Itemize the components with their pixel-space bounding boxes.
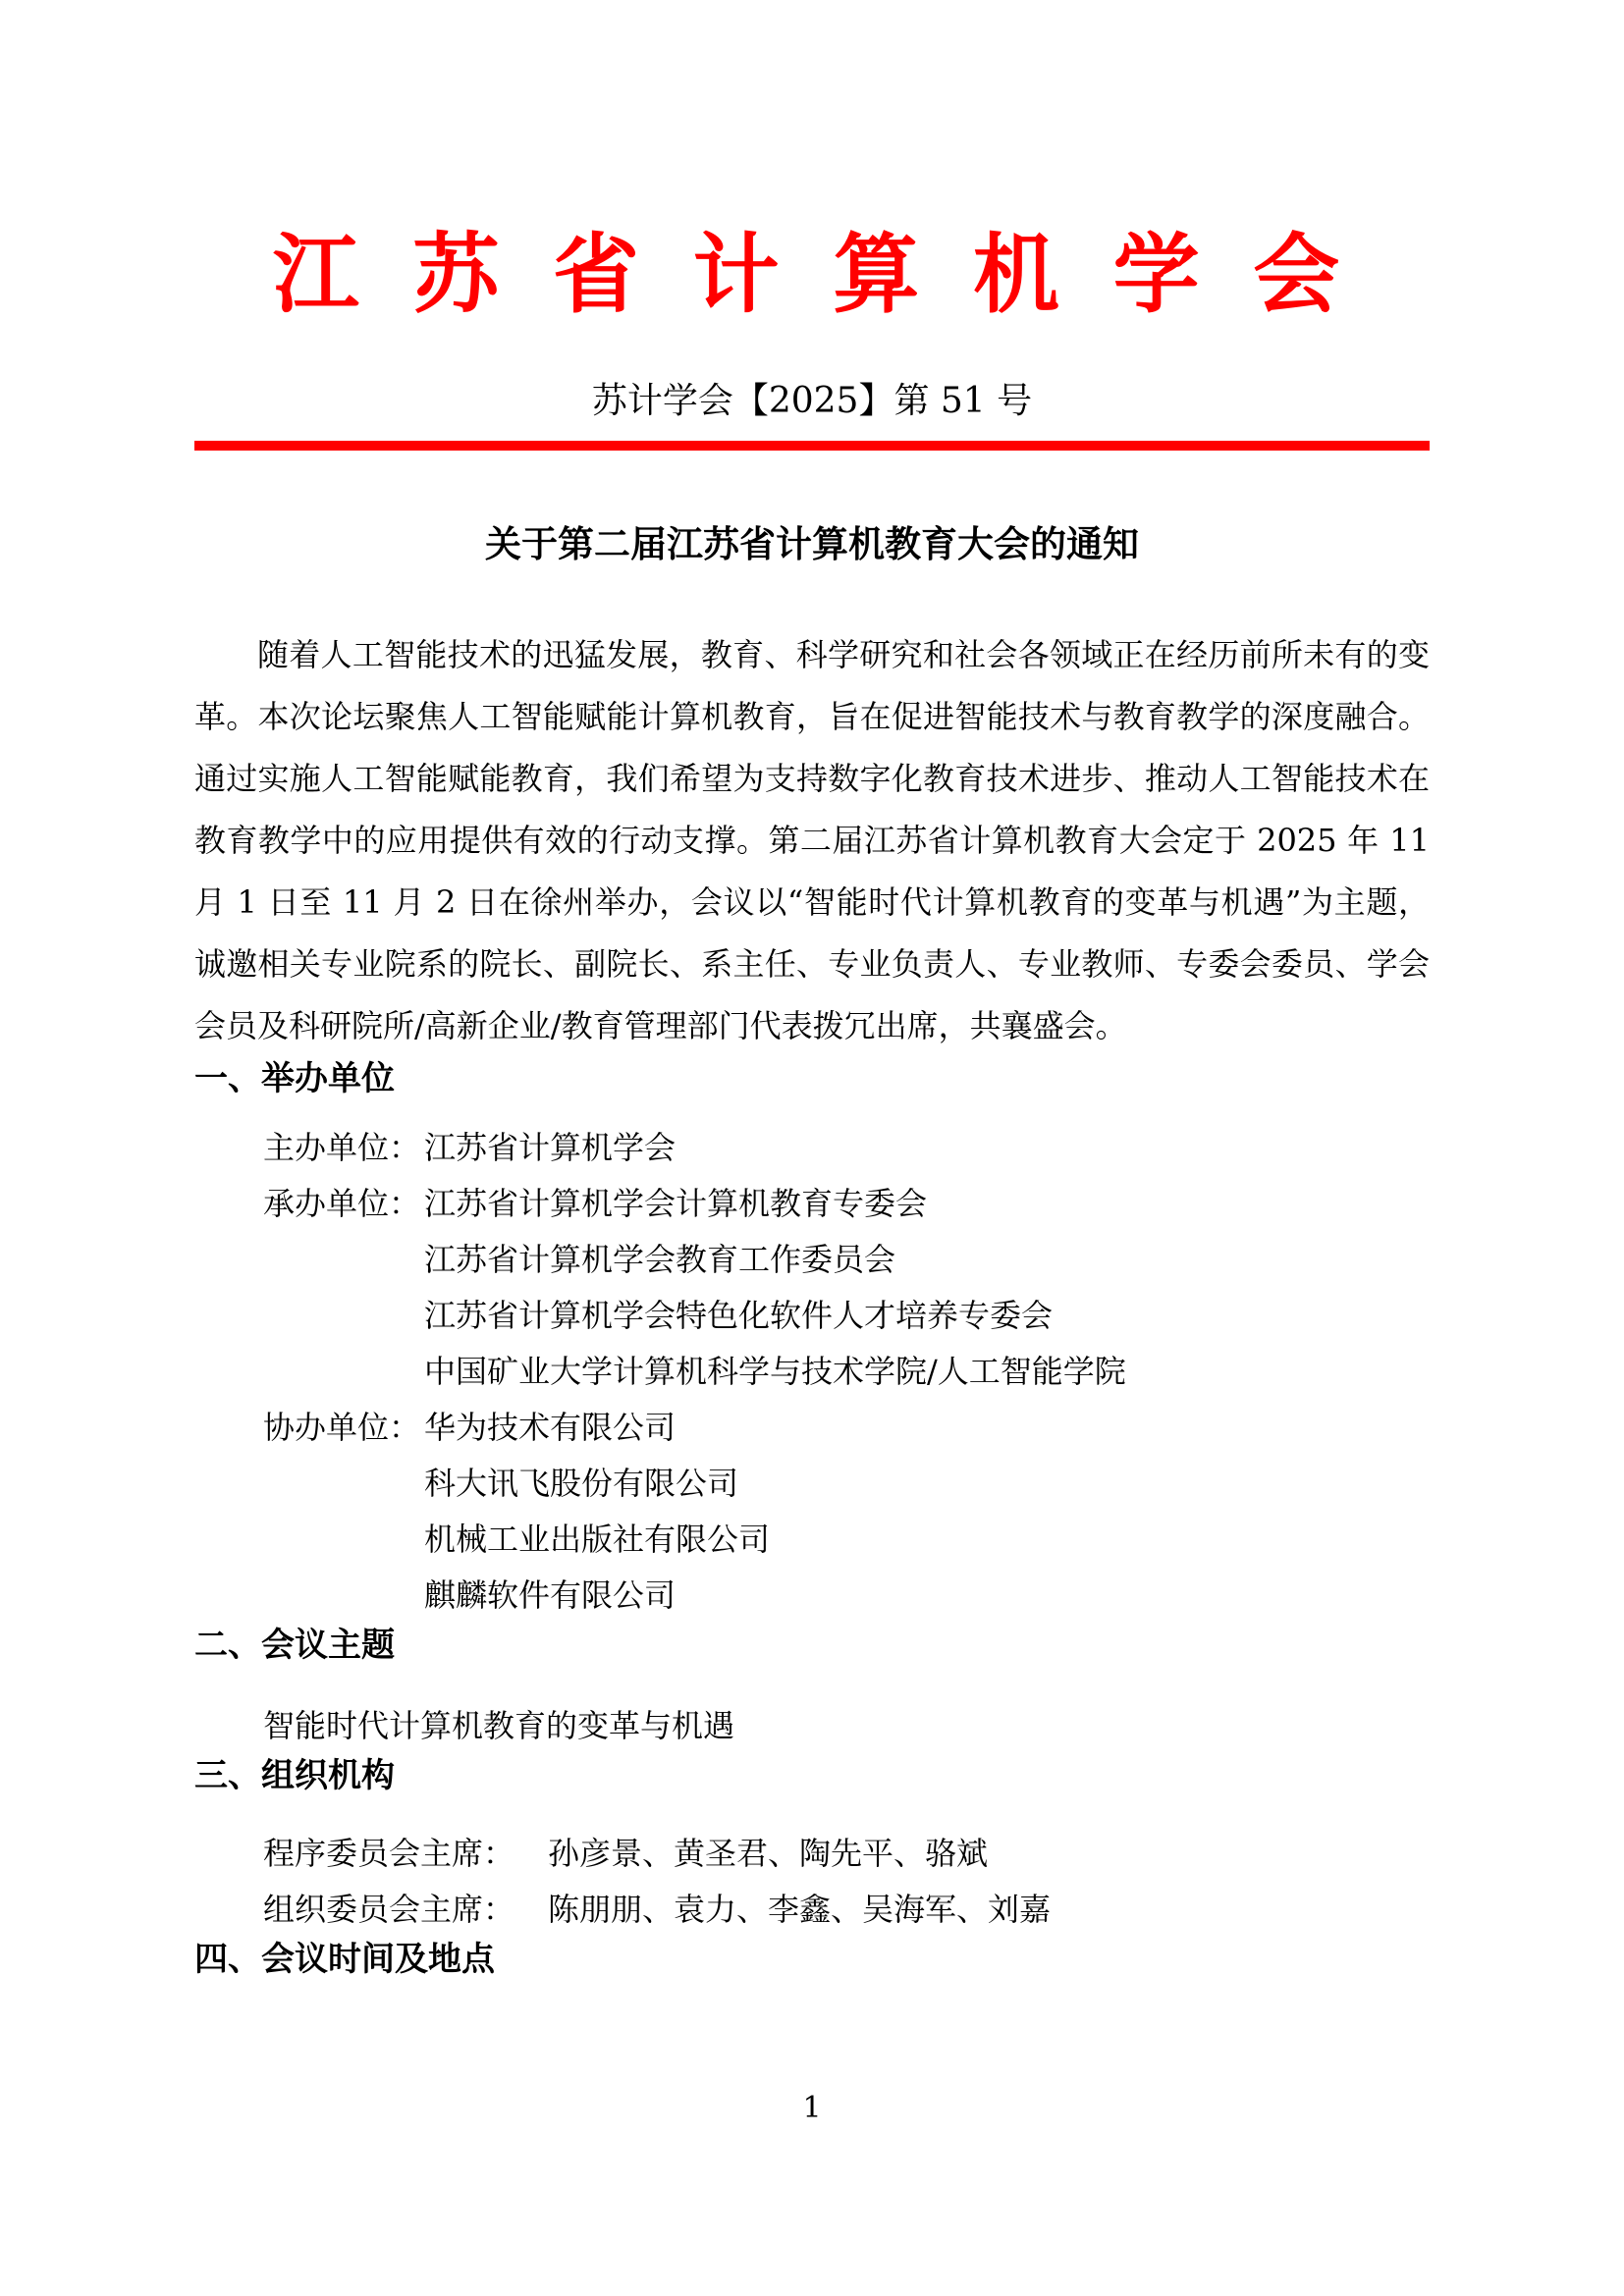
org-group-co-organizers bbox=[194, 1400, 1430, 1624]
document-header bbox=[194, 223, 1430, 451]
org-value-line: 江苏省计算机学会特色化软件人才培养专委会 bbox=[424, 1296, 1054, 1334]
committee-label: 程序委员会主席： bbox=[263, 1834, 515, 1872]
red-divider bbox=[194, 441, 1430, 451]
org-value-line: 麒麟软件有限公司 bbox=[424, 1575, 677, 1614]
org-value-line: 江苏省计算机学会 bbox=[424, 1128, 677, 1166]
org-values bbox=[424, 1400, 1430, 1624]
org-value-line: 江苏省计算机学会计算机教育专委会 bbox=[424, 1184, 928, 1222]
document-body bbox=[194, 522, 1430, 1981]
section-heading-host-units: 一、举办单位 bbox=[194, 1058, 395, 1098]
committee-members: 陈朋朋、袁力、李鑫、吴海军、刘嘉 bbox=[548, 1890, 1052, 1928]
org-values bbox=[424, 1176, 1430, 1400]
org-label: 承办单位： bbox=[263, 1184, 421, 1222]
org-value-line: 机械工业出版社有限公司 bbox=[424, 1520, 771, 1558]
committee-row-organizing bbox=[194, 1882, 1430, 1938]
host-units-list bbox=[194, 1120, 1430, 1624]
section-heading-time-location: 四、会议时间及地点 bbox=[194, 1939, 495, 1979]
org-value-line: 华为技术有限公司 bbox=[424, 1408, 677, 1446]
section-heading-organization: 三、组织机构 bbox=[194, 1755, 395, 1795]
org-label: 主办单位： bbox=[263, 1128, 421, 1166]
intro-paragraph: 随着人工智能技术的迅猛发展，教育、科学研究和社会各领域正在经历前所未有的变革。本次论坛聚焦人工智能赋能计算机教育，旨在促进智能技术与教育教学的深度融合。通过实施人工智能赋能教育，我们希望为支持数字化教育技术进步、推动人工智能技术在教育教学中的应用提供有效的行动支撑。第二届江苏省计算机教育大会定于 2025 年 11 月 1 日至 11 月 2 日在徐州举办，会议以“智能时代计算机教育的变革与机遇”为主题，诚邀相关专业院系的院长、副院长、系主任、专业负责人、专业教师、专委会委员、学会会员及科研院所/高新企业/教育管理部门代表拨冗出席，共襄盛会。 bbox=[194, 635, 1430, 1044]
section-heading-conference-theme: 二、会议主题 bbox=[194, 1625, 395, 1665]
doc-title: 关于第二届江苏省计算机教育大会的通知 bbox=[485, 521, 1139, 565]
org-value-line: 科大讯飞股份有限公司 bbox=[424, 1464, 739, 1502]
org-group-main-host bbox=[194, 1120, 1430, 1176]
org-value-line: 江苏省计算机学会教育工作委员会 bbox=[424, 1240, 896, 1278]
doc-number: 苏计学会【2025】第 51 号 bbox=[591, 380, 1033, 421]
org-value-line: 中国矿业大学计算机科学与技术学院/人工智能学院 bbox=[424, 1352, 1126, 1390]
org-title: 江 苏 省 计 算 机 学 会 bbox=[272, 223, 1352, 325]
page-number: 1 bbox=[802, 2091, 822, 2125]
committee-row-program bbox=[194, 1826, 1430, 1882]
org-group-organizers bbox=[194, 1176, 1430, 1400]
committee-members: 孙彦景、黄圣君、陶先平、骆斌 bbox=[548, 1834, 989, 1872]
org-label: 协办单位： bbox=[263, 1408, 421, 1446]
organization-list bbox=[194, 1826, 1430, 1938]
org-values bbox=[424, 1120, 1430, 1176]
conference-theme-line: 智能时代计算机教育的变革与机遇 bbox=[263, 1706, 735, 1744]
committee-label: 组织委员会主席： bbox=[263, 1890, 515, 1928]
